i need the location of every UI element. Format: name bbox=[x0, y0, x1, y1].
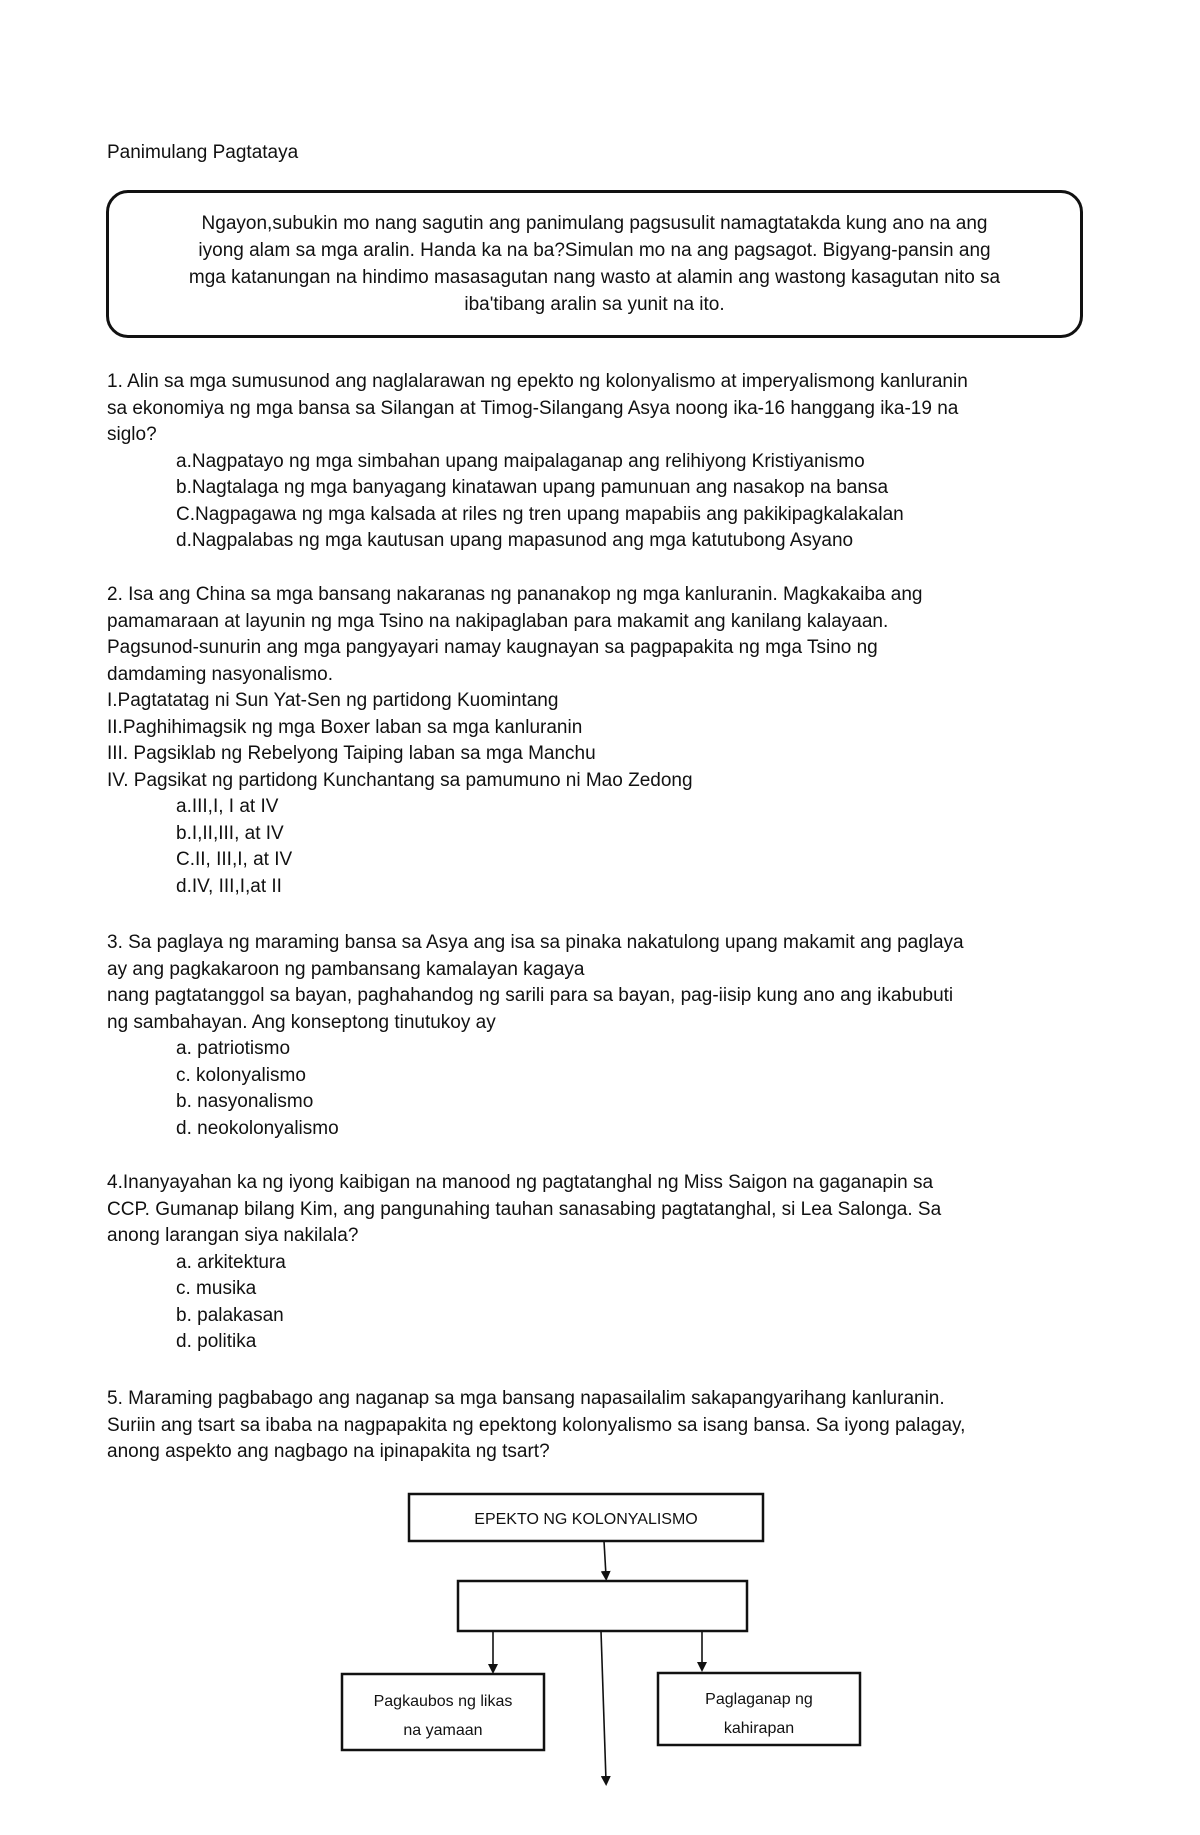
chart-arrow bbox=[604, 1541, 606, 1576]
chart-left-label: na yamaan bbox=[403, 1722, 483, 1739]
intro-line: iba'tibang aralin sa yunit na ito. bbox=[464, 294, 725, 315]
event-item: I.Pagtatatag ni Sun Yat-Sen ng partidong Kuomintang bbox=[107, 690, 559, 711]
answer-option[interactable]: a.Nagpatayo ng mga simbahan upang maipalaganap ang relihiyong Kristiyanismo bbox=[176, 450, 865, 472]
question-line: nang pagtatanggol sa bayan, paghahandog ng sarili para sa bayan, pag-iisip kung ano ang ikabubuti bbox=[107, 985, 954, 1006]
question-line: 5. Maraming pagbabago ang naganap sa mga bansang napasailalim sakapangyarihang kanluranin. bbox=[107, 1388, 945, 1409]
question-line: 1. Alin sa mga sumusunod ang naglalarawan ng epekto ng kolonyalismo at imperyalismong kanluranin bbox=[107, 371, 968, 392]
event-item: IV. Pagsikat ng partidong Kunchantang sa pamumuno ni Mao Zedong bbox=[107, 769, 693, 791]
event-item: II.Paghihimagsik ng mga Boxer laban sa mga kanluranin bbox=[107, 716, 583, 738]
intro-line: Ngayon,subukin mo nang sagutin ang panimulang pagsusulit namagtatakda kung ano na ang bbox=[201, 213, 988, 234]
question-line: 2. Isa ang China sa mga bansang nakaranas ng pananakop ng mga kanluranin. Magkakaiba ang bbox=[107, 584, 923, 605]
question-line: CCP. Gumanap bilang Kim, ang pangunahing tauhan sanasabing pagtatanghal, si Lea Salonga. Sa bbox=[107, 1198, 942, 1220]
question-line: anong aspekto ang nagbago na ipinapakita ng tsart? bbox=[107, 1441, 550, 1462]
answer-option[interactable]: d. politika bbox=[176, 1331, 257, 1352]
answer-option[interactable]: d.IV, III,I,at II bbox=[176, 875, 282, 897]
answer-option[interactable]: C.Nagpagawa ng mga kalsada at riles ng tren upang mapabiis ang pakikipagkalakalan bbox=[176, 503, 904, 525]
chart-arrow bbox=[601, 1631, 606, 1781]
chart-right-label: kahirapan bbox=[723, 1720, 795, 1737]
question-line: siglo? bbox=[107, 424, 157, 445]
answer-option[interactable]: b.I,II,III, at IV bbox=[176, 822, 284, 844]
answer-option[interactable]: C.II, III,I, at IV bbox=[176, 849, 293, 870]
answer-option[interactable]: b. nasyonalismo bbox=[176, 1091, 314, 1112]
chart-top-label: EPEKTO NG KOLONYALISMO bbox=[474, 1511, 698, 1528]
question-line: pamamaraan at layunin ng mga Tsino na nakipaglaban para makamit ang kanilang kalayaan. bbox=[107, 610, 889, 632]
question-line: 4.Inanyayahan ka ng iyong kaibigan na manood ng pagtatanghal ng Miss Saigon na gaganapin sa bbox=[107, 1172, 934, 1193]
answer-option[interactable]: c. kolonyalismo bbox=[176, 1064, 306, 1086]
answer-option[interactable]: b.Nagtalaga ng mga banyagang kinatawan upang pamunuan ang nasakop na bansa bbox=[176, 477, 889, 498]
event-item: III. Pagsiklab ng Rebelyong Taiping laban sa mga Manchu bbox=[107, 743, 596, 764]
answer-option[interactable]: a. arkitektura bbox=[176, 1251, 286, 1273]
question-line: Suriin ang tsart sa ibaba na nagpapakita ng epektong kolonyalismo sa isang bansa. Sa iyong palagay, bbox=[107, 1414, 966, 1436]
chart-middle-box[interactable] bbox=[458, 1581, 747, 1631]
question-line: anong larangan siya nakilala? bbox=[107, 1225, 359, 1246]
answer-option[interactable]: a.III,I, I at IV bbox=[176, 796, 279, 817]
chart-right-label: Paglaganap ng bbox=[705, 1691, 813, 1708]
answer-option[interactable]: d. neokolonyalismo bbox=[176, 1117, 339, 1139]
question-line: sa ekonomiya ng mga bansa sa Silangan at Timog-Silangang Asya noong ika-16 hanggang ika-19 na bbox=[107, 397, 959, 419]
intro-line: iyong alam sa mga aralin. Handa ka na ba?Simulan mo na ang pagsagot. Bigyang-pansin ang bbox=[198, 240, 991, 261]
answer-option[interactable]: b. palakasan bbox=[176, 1304, 284, 1326]
answer-option[interactable]: c. musika bbox=[176, 1278, 257, 1299]
question-line: ng sambahayan. Ang konseptong tinutukoy ay bbox=[107, 1011, 496, 1033]
answer-option[interactable]: a. patriotismo bbox=[176, 1038, 291, 1059]
intro-line: mga katanungan na hindimo masasagutan nang wasto at alamin ang wastong kasagutan nito sa bbox=[188, 267, 1001, 288]
chart-left-label: Pagkaubos ng likas bbox=[373, 1693, 513, 1710]
question-line: 3. Sa paglaya ng maraming bansa sa Asya ang isa sa pinaka nakatulong upang makamit ang paglaya bbox=[107, 932, 964, 953]
question-line: Pagsunod-sunurin ang mga pangyayari namay kaugnayan sa pagpapakita ng mga Tsino ng bbox=[107, 637, 878, 658]
question-line: ay ang pagkakaroon ng pambansang kamalayan kagaya bbox=[107, 958, 585, 980]
page-title: Panimulang Pagtataya bbox=[107, 142, 299, 163]
answer-option[interactable]: d.Nagpalabas ng mga kautusan upang mapasunod ang mga katutubong Asyano bbox=[176, 530, 854, 551]
question-line: damdaming nasyonalismo. bbox=[107, 663, 334, 685]
